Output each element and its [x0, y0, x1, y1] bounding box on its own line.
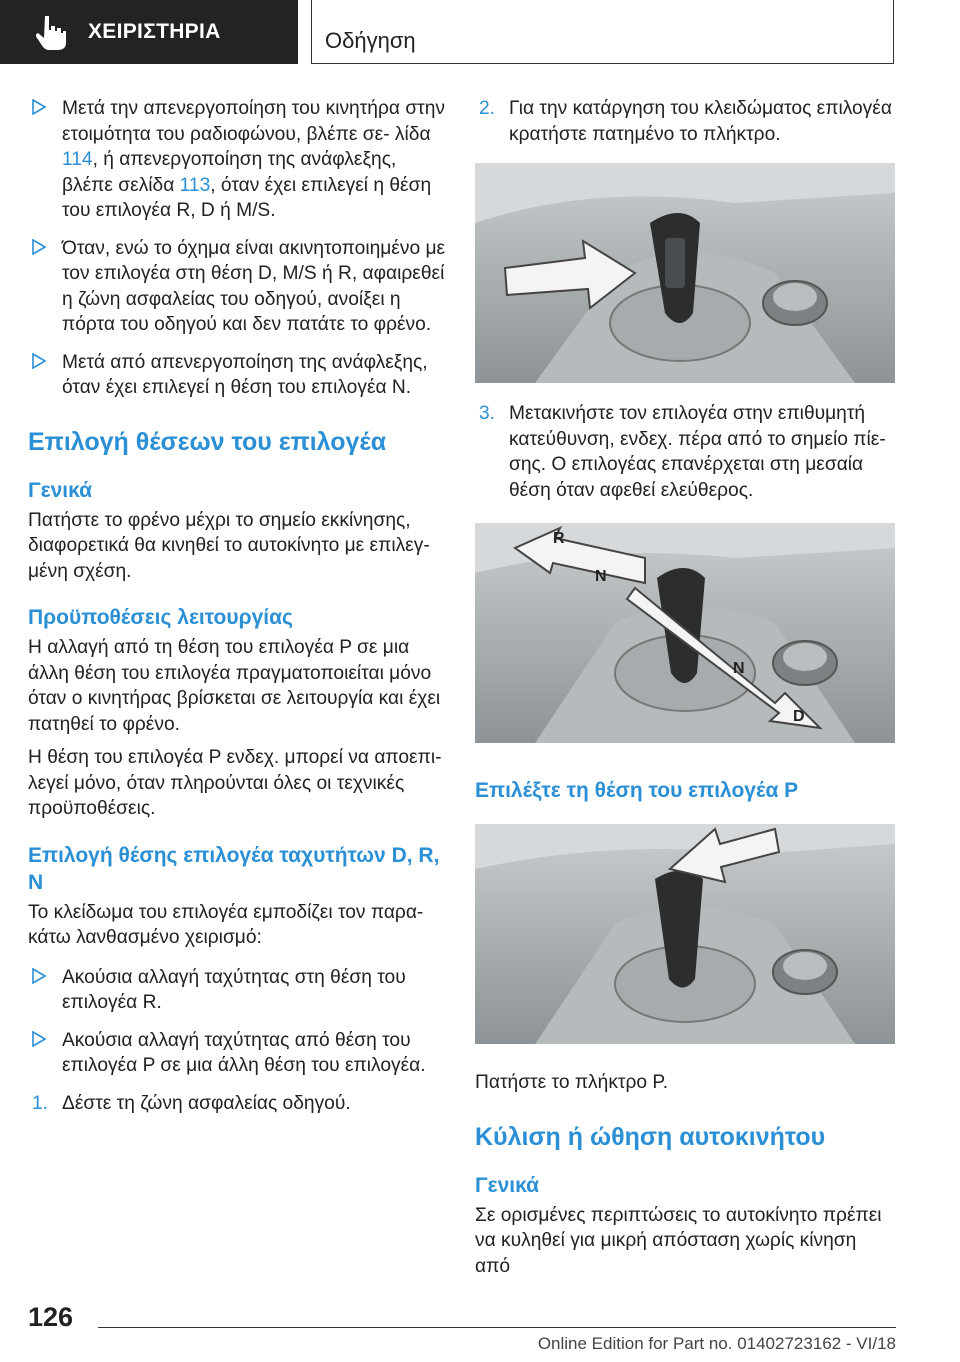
step-text: Δέστε τη ζώνη ασφαλείας οδηγού.	[62, 1092, 351, 1114]
heading-general-right: Γενικά	[475, 1173, 540, 1197]
gear-selector-directions-figure	[475, 523, 895, 743]
triangle-bullet-icon	[32, 968, 46, 984]
paragraph-rolling: Σε ορισμένες περιπτώσεις το αυτοκίνητο πρέπει να κυληθεί για μικρή απόσταση χωρίς κίνηση από	[475, 1204, 882, 1277]
step-number: 2.	[479, 98, 496, 119]
step-number: 3.	[479, 403, 496, 424]
heading-select-positions: Επιλογή θέσεων του επιλογέα	[28, 427, 387, 456]
heading-prerequisites: Προϋποθέσεις λειτουργίας	[28, 606, 293, 629]
bullet-text: Όταν, ενώ το όχημα είναι ακινητοποιημένο με τον επιλογέα στη θέση D, M/S ή R, αφαιρεθεί η ζώνη ασφαλείας του οδηγού, ανοίξει η πόρτα του οδηγού και δεν πατάτε το φρένο.	[62, 237, 446, 335]
p-button-illustration	[475, 824, 895, 1044]
list-item	[28, 350, 450, 401]
direction-label-d: D	[793, 708, 805, 725]
step-number: 1.	[32, 1092, 49, 1114]
bullet-text: , ή απενεργοποίηση της ανάφλεξης, βλέπε σελίδα	[62, 149, 397, 196]
heading-select-p: Επιλέξτε τη θέση του επιλογέα P	[475, 779, 799, 802]
triangle-bullet-icon	[32, 353, 46, 369]
step-text: Για την κατάργηση του κλειδώματος επιλογέα κρατήστε πατημένο το πλήκτρο.	[509, 98, 892, 145]
list-item	[28, 965, 450, 1016]
list-item	[28, 96, 450, 224]
triangle-bullet-icon	[32, 239, 46, 255]
list-item	[28, 1028, 450, 1079]
triangle-bullet-icon	[32, 1031, 46, 1047]
p-button-figure	[475, 824, 895, 1044]
bullet-text: Ακούσια αλλαγή ταχύτητας στη θέση του επιλογέα R.	[62, 966, 406, 1013]
step-1	[28, 1091, 450, 1117]
page-link-114[interactable]: 114	[62, 149, 93, 170]
header-section-box	[311, 0, 894, 64]
gear-selector-directions-illustration	[475, 523, 895, 743]
triangle-bullet-icon	[32, 99, 46, 115]
heading-rolling: Κύλιση ή ώθηση αυτοκινήτου	[475, 1122, 826, 1151]
step-text: Μετακινήστε τον επιλογέα στην επιθυμητή κατεύθυνση, ενδεχ. πέρα από το σημείο πίε- σης. Ο επιλογέας επανέρχεται στη μεσαία θέση όταν αφεθεί ελεύθερος.	[509, 403, 886, 501]
step-2	[475, 96, 895, 147]
list-item	[28, 236, 450, 338]
heading-general: Γενικά	[28, 478, 93, 502]
bullet-text: Ακούσια αλλαγή ταχύτητας από θέση του επιλογέα P σε μια άλλη θέση του επιλογέα.	[62, 1029, 426, 1076]
direction-label-n-lower: N	[733, 660, 745, 677]
paragraph-general: Πατήστε το φρένο μέχρι το σημείο εκκίνησης, διαφορετικά θα κινηθεί το αυτοκίνητο με επιλεγ- μένη σχέση.	[28, 509, 430, 582]
section-title: Οδήγηση	[325, 28, 416, 53]
gear-selector-illustration	[475, 163, 895, 383]
paragraph-drn: Το κλείδωμα του επιλογέα εμποδίζει τον παρα- κάτω λανθασμένο χειρισμό:	[28, 901, 424, 948]
left-column	[28, 96, 450, 1130]
bullet-text: Μετά από απενεργοποίηση της ανάφλεξης, όταν έχει επιλεγεί η θέση του επιλογέα N.	[62, 351, 428, 398]
page-link-113[interactable]: 113	[179, 174, 211, 196]
hand-pointer-icon	[36, 14, 66, 50]
right-column	[475, 96, 895, 1279]
gear-selector-unlock-figure	[475, 163, 895, 383]
manual-label: ΧΕΙΡΙΣΤΗΡΙΑ	[88, 20, 221, 43]
header-manual-tab[interactable]	[0, 0, 298, 64]
direction-label-r: R	[553, 530, 565, 547]
paragraph-prerequisites-1: Η αλλαγή από τη θέση του επιλογέα P σε μια άλλη θέση του επιλογέα πραγματοποιείται μόνο όταν ο κινητήρας βρίσκεται σε λειτουργία και έχει πατηθεί το φρένο.	[28, 637, 441, 735]
bullet-text: Μετά την απενεργοποίηση του κινητήρα στην ετοιμότητα του ραδιοφώνου, βλέπε σε- λίδα	[62, 98, 445, 145]
direction-label-n-upper: N	[595, 568, 607, 585]
footer-divider	[98, 1327, 896, 1328]
step-3	[475, 401, 895, 503]
heading-select-drn: Επιλογή θέσης επιλογέα ταχυτήτων D, R, N	[28, 843, 440, 894]
bullet-text: , όταν έχει επιλεγεί η θέση του επιλογέα R, D ή M/S.	[62, 174, 432, 221]
edition-note: Online Edition for Part no. 01402723162 - VI/18	[537, 1334, 896, 1353]
page-number: 126	[28, 1302, 74, 1332]
paragraph-prerequisites-2: Η θέση του επιλογέα P ενδεχ. μπορεί να αποεπι- λεγεί μόνο, όταν πληρούνται όλες οι τεχνικές προϋποθέσεις.	[28, 747, 442, 819]
paragraph-press-p: Πατήστε το πλήκτρο P.	[475, 1072, 669, 1093]
